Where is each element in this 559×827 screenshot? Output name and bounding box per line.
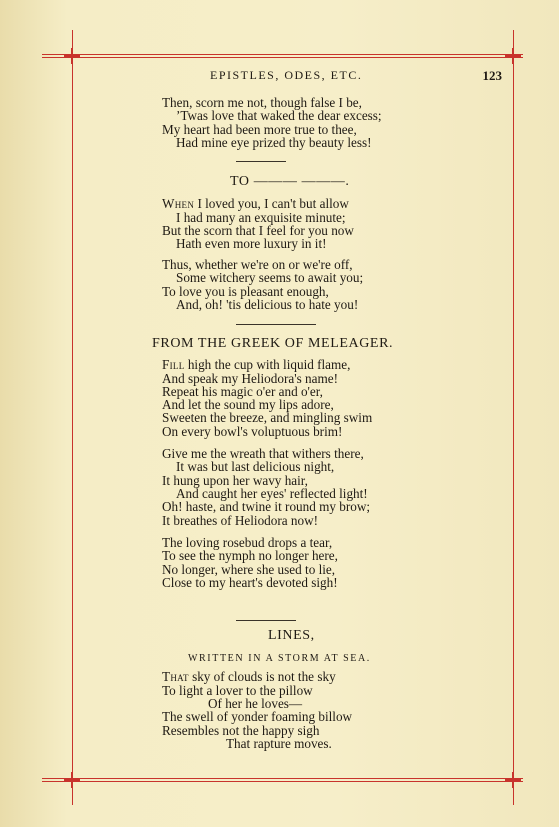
verse-line: No longer, where she used to lie, [162,562,336,577]
border-top-rule [42,54,523,55]
section-divider [236,161,286,162]
drop-word: That [162,669,189,684]
verse-line: And speak my Heliodora's name! [162,371,338,386]
page-number: 123 [482,68,502,83]
verse-line: And caught her eyes' reflected light! [176,486,368,501]
verse-line-first [162,358,350,372]
verse-line: Thus, whether we're on or we're off, [162,257,353,272]
verse-line-first [162,197,349,211]
verse-line-rest: high the cup with liquid flame, [184,357,351,372]
verse-line: Then, scorn me not, though false I be, [162,95,362,110]
border-bottom-rule-inner [42,781,523,782]
poem-title: FROM THE GREEK OF MELEAGER. [152,336,394,351]
verse-line: It hung upon her wavy hair, [162,473,308,488]
verse-line: To light a lover to the pillow [162,683,313,698]
poem-title: TO ——— ———. [230,174,350,189]
verse-line: But the scorn that I feel for you now [162,223,354,238]
corner-ornament-top-right [505,48,521,64]
verse-line: On every bowl's voluptuous brim! [162,424,343,439]
verse-line: Give me the wreath that withers there, [162,446,364,461]
verse-line: Sweeten the breeze, and mingling swim [162,410,373,425]
verse-line: It was but last delicious night, [176,459,335,474]
verse-line: It breathes of Heliodora now! [162,513,318,528]
verse-line: Of her he loves— [208,696,303,711]
verse-line: To see the nymph no longer here, [162,548,338,563]
verse-line: Oh! haste, and twine it round my brow; [162,499,371,514]
verse-line: The loving rosebud drops a tear, [162,535,333,550]
drop-word: When [162,196,195,211]
verse-line-first [162,670,336,684]
verse-line: To love you is pleasant enough, [162,284,329,299]
poem-subtitle: WRITTEN IN A STORM AT SEA. [188,653,371,664]
verse-line: Close to my heart's devoted sigh! [162,575,338,590]
verse-line: Resembles not the happy sigh [162,723,320,738]
page-header [80,68,506,88]
verse-line-rest: I loved you, I can't but allow [194,196,349,211]
border-left-rule [72,30,73,805]
section-divider [236,324,316,325]
border-right-rule [513,30,514,805]
verse-line: ’Twas love that waked the dear excess; [176,108,382,123]
poem-title: LINES, [268,628,315,643]
corner-ornament-bottom-right [505,772,521,788]
verse-line: The swell of yonder foaming billow [162,709,353,724]
verse-line: Had mine eye prized thy beauty less! [176,135,372,150]
verse-line: Hath even more luxury in it! [176,236,327,251]
running-head: EPISTLES, ODES, ETC. [210,68,363,82]
verse-line: That rapture moves. [226,736,332,751]
verse-line-rest: sky of clouds is not the sky [188,669,336,684]
verse-line: And let the sound my lips adore, [162,397,334,412]
verse-line: I had many an exquisite minute; [176,210,346,225]
page-content [80,58,506,773]
corner-ornament-bottom-left [64,772,80,788]
corner-ornament-top-left [64,48,80,64]
section-divider [236,620,296,621]
verse-line: My heart had been more true to thee, [162,122,357,137]
border-bottom-rule [42,778,523,779]
verse-line: And, oh! 'tis delicious to hate you! [176,297,359,312]
drop-word: Fill [162,357,185,372]
verse-line: Some witchery seems to await you; [176,270,364,285]
verse-line: Repeat his magic o'er and o'er, [162,384,323,399]
